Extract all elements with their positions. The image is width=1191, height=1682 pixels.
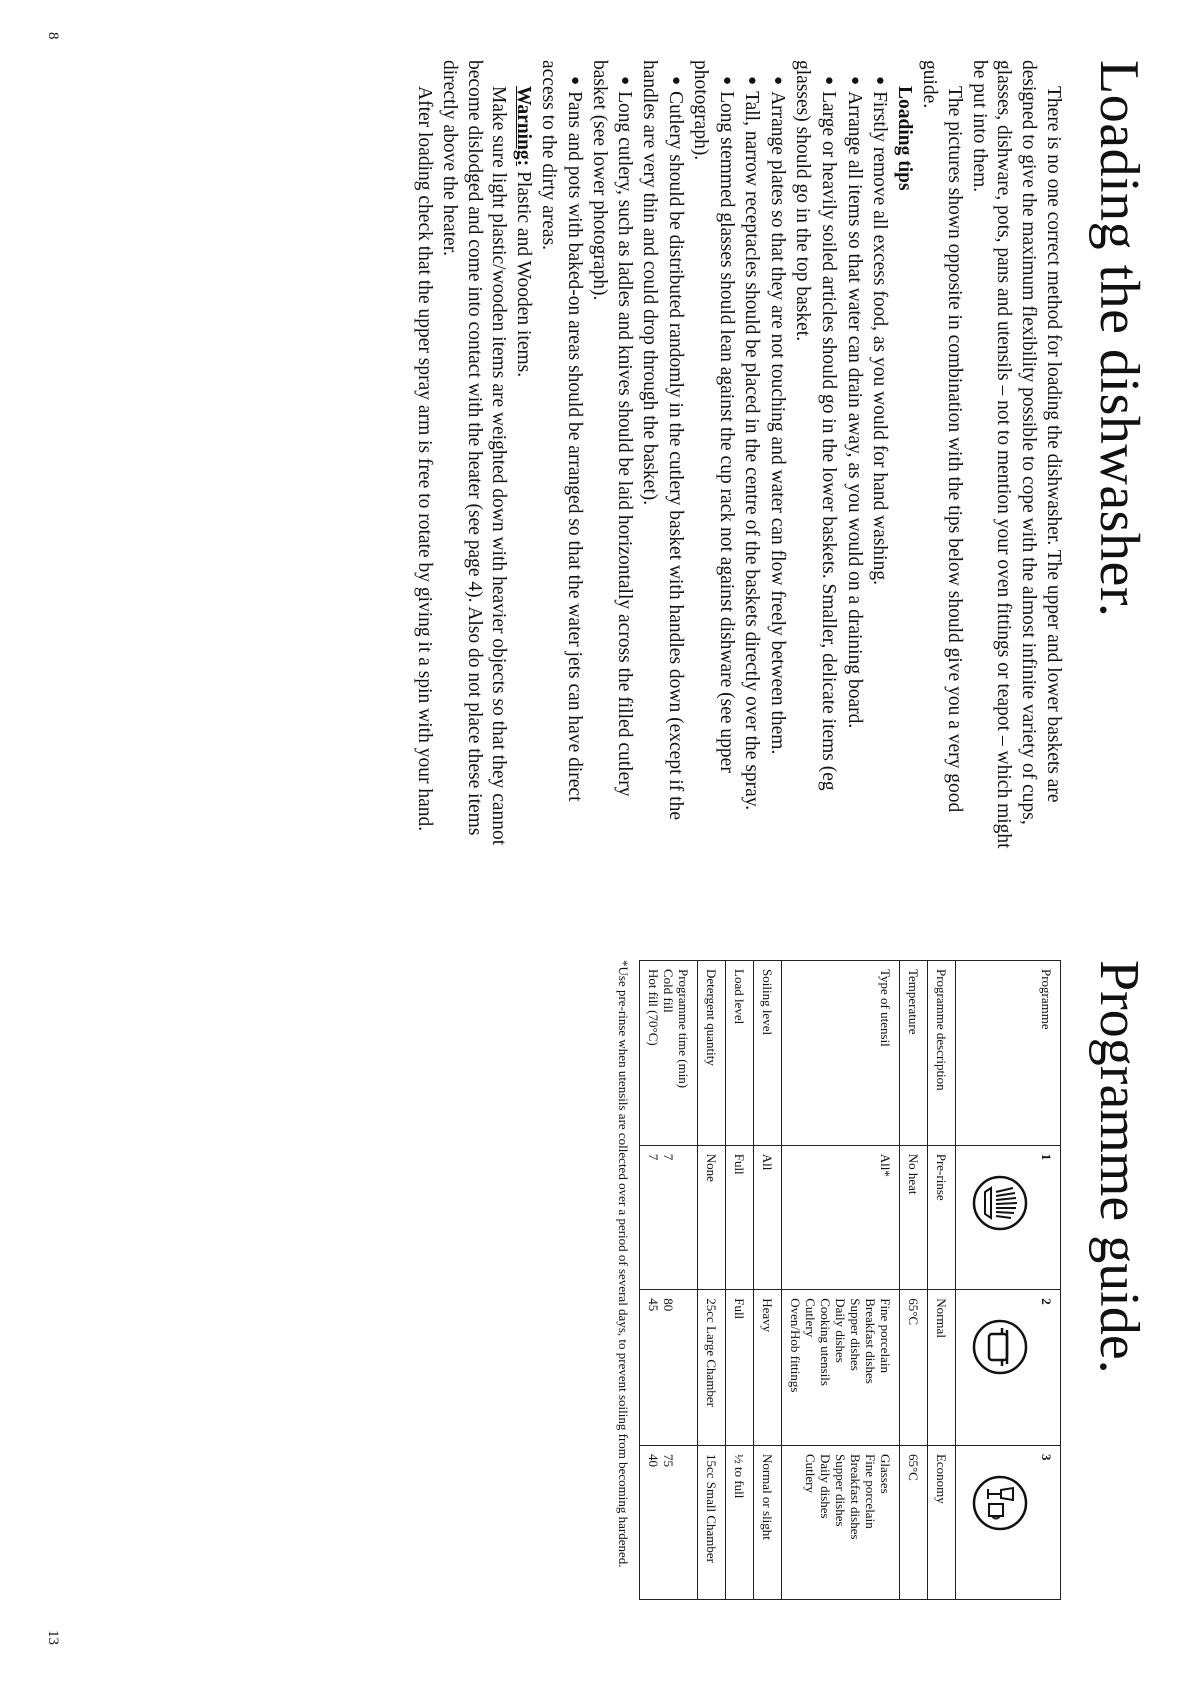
- cell-description: Economy: [928, 1445, 956, 1599]
- cell-soiling: Heavy: [754, 1290, 782, 1446]
- utensil-item: Cutlery: [803, 1298, 818, 1338]
- cell-description: Normal: [928, 1290, 956, 1446]
- tip-item: ● Pans and pots with baked-on areas should be arranged so that the water jets can have direct access to the dirty areas.: [535, 60, 586, 850]
- programme-cell: [956, 1445, 1061, 1599]
- warning-label: Warning:: [513, 86, 535, 167]
- cold-fill-time: 7: [661, 1153, 676, 1161]
- cell-detergent: 15cc Small Chamber: [698, 1445, 726, 1599]
- tip-item: ● Long cutlery, such as ladles and knives should be laid horizontally across the filled cutlery basket (see lower photograph).: [586, 60, 637, 850]
- cell-temperature: 65°C: [900, 1290, 928, 1446]
- table-row: [726, 961, 754, 1600]
- cell-detergent: 25cc Large Chamber: [698, 1290, 726, 1446]
- label-cold-fill: Cold fill: [661, 969, 676, 1013]
- pot-icon: [968, 1318, 1029, 1437]
- intro-paragraph-2: The pictures shown opposite in combination with the tips below should give you a very good guide.: [919, 60, 965, 813]
- cell-utensil: [782, 1290, 900, 1446]
- cell-time: [640, 1445, 698, 1599]
- hot-fill-time: 40: [646, 1453, 661, 1467]
- tips-heading: Loading tips: [894, 86, 916, 191]
- utensil-item: All*: [878, 1153, 893, 1177]
- page-title: Loading the dishwasher.: [1088, 60, 1150, 618]
- cell-temperature: No heat: [900, 1145, 928, 1290]
- utensil-item: Daily dishes: [833, 1298, 848, 1363]
- utensil-item: Supper dishes: [848, 1298, 863, 1371]
- cold-fill-time: 80: [661, 1298, 676, 1312]
- utensil-item: Breakfast dishes: [848, 1453, 863, 1540]
- cell-load: ½ to full: [726, 1445, 754, 1599]
- utensil-item: Glasses: [878, 1453, 893, 1494]
- label-load: Load level: [726, 961, 754, 1146]
- utensil-item: Cooking utensils: [818, 1298, 833, 1386]
- after-loading-note: After loading check that the upper spray arm is free to rotate by giving it a spin with your hand.: [414, 86, 436, 832]
- warning-text: Plastic and Wooden items.: [513, 171, 535, 378]
- label-time-heading: Programme time (min): [676, 969, 691, 1089]
- cell-utensil: [782, 1145, 900, 1290]
- tip-item: ● Long stemmed glasses should lean against the cup rack not against dishware (see upper photograph).: [687, 60, 738, 850]
- programme-cell: [956, 1145, 1061, 1290]
- cell-temperature: 65°C: [900, 1445, 928, 1599]
- utensil-item: Daily dishes: [818, 1453, 833, 1519]
- utensil-item: Fine porcelain: [863, 1453, 878, 1529]
- hot-fill-time: 45: [646, 1298, 661, 1312]
- cell-detergent: None: [698, 1145, 726, 1290]
- cell-load: Full: [726, 1145, 754, 1290]
- footnote: *Use pre-rinse when utensils are collected over a period of several days, to prevent soiling from becoming hardened.: [616, 960, 631, 1568]
- cell-soiling: All: [754, 1145, 782, 1290]
- pre-rinse-spray-icon: [968, 1174, 1029, 1282]
- cell-soiling: Normal or slight: [754, 1445, 782, 1599]
- label-soiling: Soiling level: [754, 961, 782, 1146]
- page-number-left: 8: [45, 32, 61, 40]
- programme-table: [639, 960, 1061, 1600]
- utensil-item: Cutlery: [803, 1453, 818, 1493]
- tip-item: ● Firstly remove all excess food, as you would for hand washing.: [866, 60, 892, 850]
- cell-description: Pre-rinse: [928, 1145, 956, 1290]
- cell-time: [640, 1145, 698, 1290]
- table-row: [782, 961, 900, 1600]
- label-hot-fill: Hot fill (70°C): [646, 969, 661, 1046]
- label-programme: Programme: [956, 961, 1061, 1146]
- utensil-item: Fine porcelain: [878, 1298, 893, 1373]
- label-temperature: Temperature: [900, 961, 928, 1146]
- cell-time: [640, 1290, 698, 1446]
- cold-fill-time: 75: [661, 1453, 676, 1467]
- table-row: [640, 961, 698, 1600]
- guide-title: Programme guide.: [1088, 960, 1150, 1374]
- table-row: [754, 961, 782, 1600]
- programme-number: 3: [1039, 1453, 1054, 1461]
- tip-item: ● Arrange all items so that water can drain away, as you would on a draining board.: [840, 60, 866, 850]
- tip-item: ● Cutlery should be distributed randomly in the cutlery basket with handles down (except if the handles are very thin and could drop through the basket).: [636, 60, 687, 850]
- utensil-item: Supper dishes: [833, 1453, 848, 1527]
- programme-number: 2: [1039, 1298, 1054, 1305]
- intro-paragraph: There is no one correct method for loading the dishwasher. The upper and lower baskets are designed to give the maximum flexibility possible to cope with the almost infinite variety of cups, glasses, dishware, pots, pans and utensils – not to mention your oven fittings or teapot – which might be put into them.: [968, 60, 1064, 849]
- utensil-item: Oven/Hob fittings: [788, 1298, 803, 1393]
- tip-item: ● Tall, narrow receptacles should be placed in the centre of the baskets directly over the spray.: [738, 60, 764, 850]
- cup-glass-icon: [968, 1474, 1029, 1591]
- label-description: Programme description: [928, 961, 956, 1146]
- warning-body: Make sure light plastic/wooden items are weighted down with heavier objects so that they cannot become dislodged and come into contact with the heater (see page 4). Also do not place these items directly above the heater.: [438, 60, 510, 846]
- programme-number: 1: [1039, 1153, 1054, 1161]
- utensil-item: Breakfast dishes: [863, 1298, 878, 1384]
- table-row: [928, 961, 956, 1600]
- tip-item: ● Large or heavily soiled articles should go in the lower baskets. Smaller, delicate items (eg glasses) should go in the top basket.: [789, 60, 840, 850]
- programme-cell: [956, 1290, 1061, 1446]
- label-detergent: Detergent quantity: [698, 961, 726, 1146]
- table-row: [956, 961, 1061, 1600]
- hot-fill-time: 7: [646, 1153, 661, 1161]
- warning-line: [510, 60, 535, 850]
- table-row: [900, 961, 928, 1600]
- left-page: [411, 60, 1151, 850]
- page-number-right: 13: [45, 1630, 61, 1645]
- label-utensil: Type of utensil: [782, 961, 900, 1146]
- right-page: [615, 960, 1151, 1640]
- tip-item: ● Arrange plates so that they are not touching and water can flow freely between them.: [763, 60, 789, 850]
- table-row: [698, 961, 726, 1600]
- cell-utensil: [782, 1445, 900, 1599]
- cell-load: Full: [726, 1290, 754, 1446]
- label-time: [640, 961, 698, 1146]
